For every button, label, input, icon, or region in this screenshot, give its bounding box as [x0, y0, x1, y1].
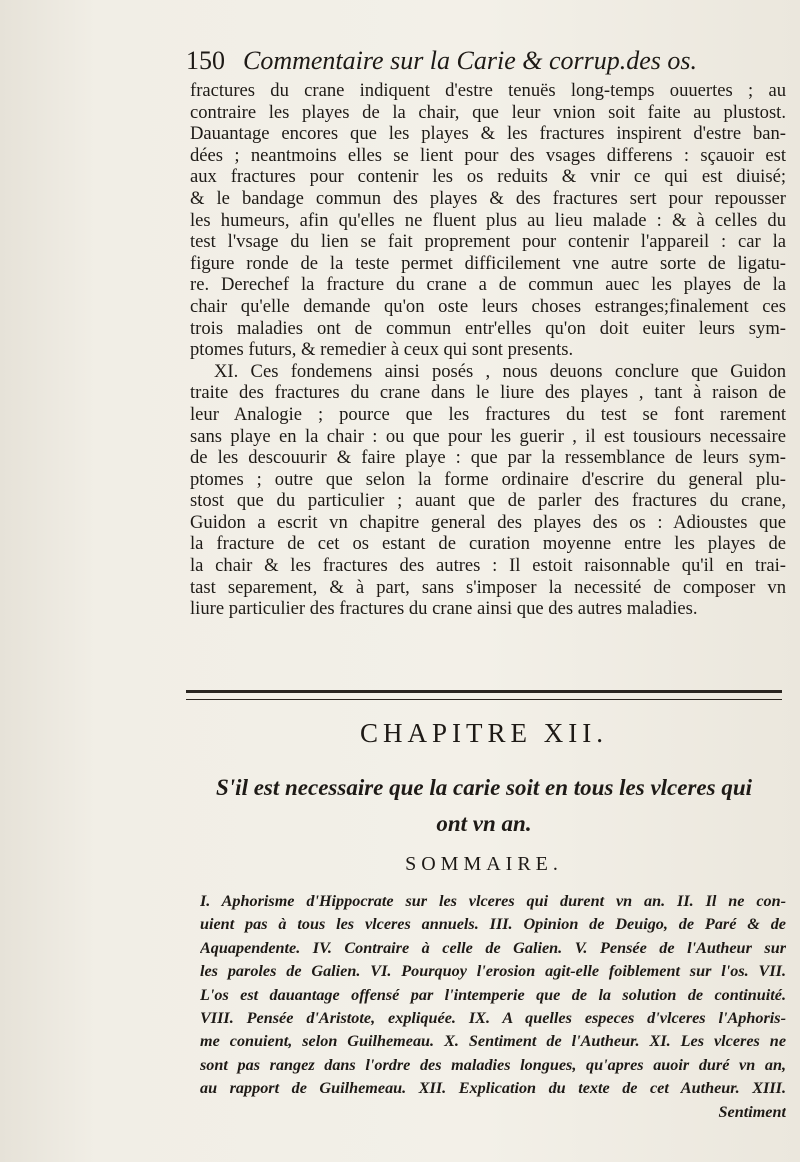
text-line: ptomes ; outre que selon la forme ordinaire d'escrire du general plu-: [190, 468, 786, 490]
sommaire-line: Aquapendente. IV. Contraire à celle de Galien. V. Pensée de l'Autheur sur: [200, 938, 786, 957]
body-text: [190, 80, 786, 620]
text-line: re. Derechef la fracture du crane a de commun auec les playes de la: [190, 274, 786, 296]
chapter-heading: CHAPITRE XII.: [360, 718, 608, 748]
sommaire-line: les paroles de Galien. VI. Pourquoy l'erosion agit-elle foiblement sur l'os. VII.: [200, 962, 786, 981]
text-line: & le bandage commun des playes & des fractures sert pour repousser: [190, 187, 786, 209]
text-line: fractures du crane indiquent d'estre tenuës long-temps ouuertes ; au: [190, 80, 786, 101]
sommaire-line: L'os est dauantage offensé par l'intemperie que de la solution de continuité.: [200, 985, 786, 1004]
text-line: de les descouurir & faire playe : que par la ressemblance de leurs sym-: [190, 447, 786, 469]
sommaire-text: [200, 890, 786, 1124]
sommaire-line: VIII. Pensée d'Aristote, expliquée. IX. A quelles especes d'vlceres l'Aphoris-: [200, 1009, 786, 1028]
text-line: leur Analogie ; pource que les fractures du test se font rarement: [190, 403, 786, 425]
page-number: 150: [186, 46, 225, 75]
text-line: Guidon a escrit vn chapitre general des playes des os : Adioustes que: [190, 511, 786, 533]
text-line: sans playe en la chair : ou que pour les guerir , il est tousiours necessaire: [190, 425, 786, 447]
text-line: la chair & les fractures des autres : Il estoit raisonnable qu'il en trai-: [190, 555, 786, 577]
sommaire-line: uient pas à tous les vlceres annuels. III. Opinion de Deuigo, de Paré & de: [200, 915, 786, 934]
text-line: chair qu'elle demande qu'on oste leurs choses estranges;finalement ces: [190, 295, 786, 317]
ornamental-rule: [186, 690, 782, 700]
text-line: les humeurs, afin qu'elles ne fluent plus au lieu malade : & à celles du: [190, 209, 786, 231]
text-line: traite des fractures du crane dans le liure des playes , tant à raison de: [190, 382, 786, 404]
text-line: XI. Ces fondemens ainsi posés , nous deuons conclure que Guidon: [214, 360, 786, 382]
text-line: la fracture de cet os estant de curation moyenne entre les playes de: [190, 533, 786, 555]
text-line: liure particulier des fractures du crane ainsi que des autres maladies.: [190, 598, 698, 620]
text-line: figure ronde de la teste permet difficilement vne autre sorte de ligatu-: [190, 252, 786, 274]
sommaire-line: au rapport de Guilhemeau. XII. Explication du texte de cet Autheur. XIII.: [200, 1079, 786, 1098]
running-title: Commentaire sur la Carie & corrup.des os.: [243, 46, 698, 75]
text-line: tast separement, & à part, sans s'imposer la necessité de composer vn: [190, 576, 786, 598]
sommaire-line: me conuient, selon Guilhemeau. X. Sentiment de l'Autheur. XI. Les vlceres ne: [200, 1032, 786, 1051]
text-line: test l'vsage du lien se fait proprement pour contenir l'appareil : car la: [190, 231, 786, 253]
text-line: Dauantage encores que les playes & les fractures inspirent d'estre ban-: [190, 123, 786, 145]
text-line: stost que du particulier ; auant que de parler des fractures du crane,: [190, 490, 786, 512]
chapter-title-line: ont vn an.: [436, 811, 532, 836]
chapter-title: [186, 770, 782, 842]
text-line: contraire les playes de la chair, que leur vnion soit faite au plustost.: [190, 101, 786, 123]
sommaire-line: sont pas rangez dans l'ordre des maladies longues, qu'apres auoir duré vn an,: [200, 1055, 786, 1074]
sommaire-heading: SOMMAIRE.: [405, 853, 563, 875]
text-line: aux fractures pour contenir les os reduits & vnir ce qui est diuisé;: [190, 166, 786, 188]
text-line: ptomes futurs, & remedier à ceux qui sont presents.: [190, 339, 574, 361]
sommaire-line: I. Aphorisme d'Hippocrate sur les vlceres qui durent vn an. II. Il ne con-: [200, 892, 786, 910]
chapter-title-line: S'il est necessaire que la carie soit en tous les vlceres qui: [216, 775, 752, 800]
catchword: Sentiment: [718, 1102, 786, 1121]
text-line: dées ; neantmoins elles se lient pour des vsages differens : sçauoir est: [190, 144, 786, 166]
running-header: [186, 46, 786, 80]
text-line: trois maladies ont de commun entr'elles qu'on doit euiter leurs sym-: [190, 317, 786, 339]
